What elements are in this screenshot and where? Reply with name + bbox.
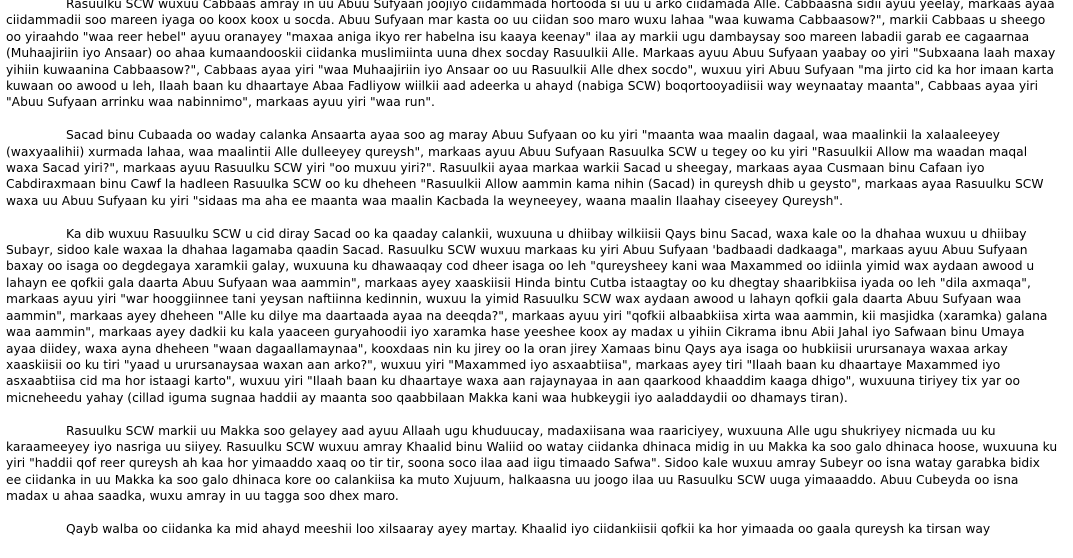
article-body	[6, 0, 1058, 554]
paragraph: Rasuulku SCW markii uu Makka soo gelayey aad ayuu Allaah ugu khuduucay, madaxiisana waa raariciyey, wuxuuna Alle ugu shukriyey nicmada uu ku karaameeyey iyo nasriga uu siiyey. Rasuulku SCW wuxuu amray Khaalid binu Waliid oo watay ciidanka dhinaca midig in uu Makka ka soo galo dhinaca hoose, wuxuuna ku yiri "haddii qof reer qureysh ah kaa hor yimaaddo xaaq oo tir tir, soona soco ilaa aad iigu timaado Safwa". Sidoo kale wuxuu amray Subeyr oo isna watay garabka bidix ee ciidanka in uu Makka ka soo galo dhinaca kore oo calankiisa ka muto Xujuum, halkaasna uu joogo ilaa uu Rasuulku SCW uuga yimaaaddo. Abuu Cubeyda oo isna madax u ahaa saadka, wuxu amray in uu tagga soo dhex maro.	[6, 423, 1058, 504]
paragraph: Sacad binu Cubaada oo waday calanka Ansaarta ayaa soo ag maray Abuu Sufyaan oo ku yiri "maanta waa maalin dagaal, waa maalinkii la xalaaleeyey (waxyaalihii) xurmada lahaa, waa maalintii Alle dulleeyey qureysh", markaas ayuu Abuu Sufyaan Rasuulka SCW u tegey oo ku yiri "Rasuulkii Allow ma waadan maqal waxa Sacad yiri?", markaas ayuu Rasuulku SCW yiri "oo muxuu yiri?". Rasuulkii ayaa markaa warkii Sacad u sheegay, markaas ayaa Cusmaan binu Cafaan iyo Cabdiraxmaan binu Cawf la hadleen Rasuulka SCW oo ku dheheen "Rasuulkii Allow aammin kama nihin (Sacad) in qureysh dhib u geysto", markaas ayaa Rasuulku SCW waxa uu Abuu Sufyaan ku yiri "sidaas ma aha ee maanta waa maalin Kacbada la weyneeyey, waana maalin Ilaahay ciseeyey Qureysh".	[6, 128, 1044, 208]
paragraph: Rasuulku SCW wuxuu Cabbaas amray in uu Abuu Sufyaan joojiyo ciidammada hortooda si uu u arko ciidamada Alle. Cabbaasna sidii ayuu yeelay, markaas ayaa ciidammadii soo mareen iyaga oo koox koox u socda. Abuu Sufyaan mar kasta oo uu ciidan soo maro wuxu lahaa "waa kuwama Cabbaasow?", markii Cabbaas u sheego oo yiraahdo "waa reer hebel" ayuu oranayey "maxaa aniga ikyo rer habelna isu kaaya keenay" ilaa ay markii ugu dambaysay soo mareen labadii garab ee cagaarnaa (Muhaajiriin iyo Ansaar) oo ahaa kumaandooskii ciidanka muslimiinta uuna dhex socday Rasuulkii Alle. Markaas ayuu Abuu Sufyaan yaabay oo yiri "Subxaana laah maxay yihiin kuwaanina Cabbaasow?", Cabbaas ayaa yiri "waa Muhaajiriin iyo Ansaar oo uu Rasuulkii Alle dhex socdo", wuxuu yiri Abuu Sufyaan "ma jirto cid ka hor imaan karta kuwaan oo awood u leh, Ilaah baan ku dhaartaye Abaa Fadliyow wiilkii aad adeerka u ahayd (nabiga SCW) boqortooyadiisii way weynaatay maanta", Cabbaas ayaa yiri "Abuu Sufyaan arrinku waa nabinnimo", markaas ayuu yiri "waa run".	[6, 0, 1056, 110]
paragraph: Ka dib wuxuu Rasuulku SCW u cid diray Sacad oo ka qaaday calankii, wuxuuna u dhiibay wilkiisii Qays binu Sacad, waxa kale oo la dhahaa wuxuu u dhiibay Subayr, sidoo kale waxaa la dhahaa lagamaba qaadin Sacad. Rasuulku SCW wuxuu markaas ku yiri Abuu Sufyaan 'badbaadi dadkaaga", markaas ayuu Abuu Sufyaan baxay oo isaga oo degdegaya xaramkii galay, wuxuuna ku dhawaaqay cod dheer isaga oo leh "qureysheey kani waa Maxammed oo idiinla yimid wax aydaan awood u lahayn ee qofkii gala daarta Abuu Sufyaan waa aammin", markaas ayey xaaskiisii Hinda bintu Cutba istaagtay oo ku dhegtay shaaribkiisa iyada oo leh "dila axmaqa", markaas ayuu yiri "war hooggiinnee tani yeysan naftiinna kedinnin, wuxuu la yimid Rasuulku SCW wax aydaan awood u lahayn qofkii gala daarta Abuu Sufyaan waa aammin", markaas ayey dheheen "Alle ku dilye ma daartaada ayaa na deeqda?", markaas ayuu yiri "qofkii albaabkiisa xirta waa aammin, kii masjidka (xaramka) galana waa aammin", markaas ayey dadkii ku kala yaaceen guryahoodii iyo xaramka hase yeeshee koox ay madax u yihiin Cikrama ibnu Abii Jahal iyo Safwaan binu Umaya ayaa diidey, waxa ayna dheheen "waan dagaallamaynaa", kooxdaas nin ku jirey oo la oran jirey Xamaas binu Qays aya isaga oo hubkiisii urursanaya waxaa arkay xaaskiisii oo ku tiri "yaad u urursanaysaa waxan aan arko?", wuxuu yiri "Maxammed iyo asxaabtiisa", markaas ayey tiri "Ilaah baan ku dhaartaye Maxammed iyo asxaabtiisa cid ma hor istaagi karto", wuxuu yiri "Ilaah baan ku dhaartaye waxa aan rajaynayaa in aan qaarkood khaaddim kaaga dhigo", wuxuuna tiriyey tix yar oo micneheedu yahay (cillad iguma sugnaa haddii ay maanta soo qaabbilaan Makka kani waa hubkeygii iyo aaladdaydii oo dhamays tiran).	[6, 226, 1048, 405]
paragraph: Qayb walba oo ciidanka ka mid ahayd meeshii loo xilsaaray ayey martay. Khaalid iyo ciidankiisii qofkii ka hor yimaada oo gaala qureysh ka tirsan way	[66, 521, 991, 536]
